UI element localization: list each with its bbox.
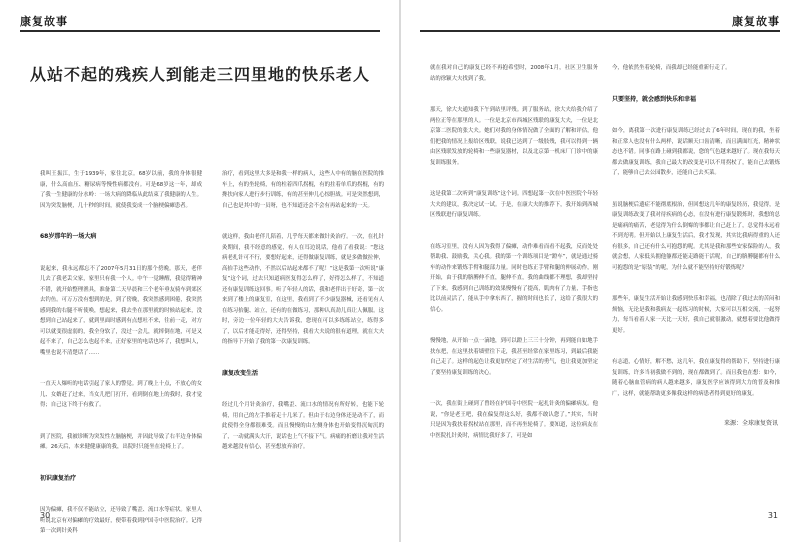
paragraph: 一直天人爆听的电话引起了家人的警觉。到了晚上十点，不放心的女儿、女婿赶了过来，当女儿把门打开，看到倒在地上的我时，我才觉得；自己这下终于有救了。 <box>40 381 202 408</box>
paragraph: 如今，离我第一次进行康复训练已经过去了6年时间，现在的我，坐着和正常人也没有什么两样，说话顺天口齿清晰，而且满面红光，精神状态也不错。同事在路上碰到我都说，您的气色越来越好了。现在我每天都去做康复训练，我自己最大的改变是可以不用拐杖了，能自己去锻炼了，能够自己去公园散步，还能自己去买菜。 <box>612 128 780 176</box>
section-heading: 只要坚持，就会感到快乐和幸福 <box>612 95 697 103</box>
right-header-title: 康复故事 <box>732 15 780 28</box>
paragraph: 因为偏瘫，我不仅不能站立，还导致了嘴歪、流口水等症状。家里人听说北京有对偏瘫的疗效最好，便带着我到护国寺中医院治疗。记得第一次到针灸科 <box>40 507 202 534</box>
paragraph: 治疗，看到这里大多是和我一样的病人，这些人中有的脑在医院的推车上，有的坐轮椅，有的柱着四爪拐棍，有的拄着单爪的拐棍，有的搀扶向家人进行步行训练，有的甚至伸儿心惊胆战。可是突然想到，自己也是其中的一员呀，也不知道还会不会有再站起来的一天。 <box>222 171 384 209</box>
paragraph: 有志道，心情好，解不愁，这几年，我在康复得的帮助下，坚持进行康复训练，许多当初我做不到的，现在都做到了。而且我也在想：如今，随着心脑血管病的病人越来越多，康复医学应该得到大力的普及和推广，这样，就能帮助更多像我这样的病患者得到更好的康复。 <box>612 359 780 397</box>
paragraph: 经过几个月针灸治疗，我嘴歪、流口水的情况有所好转，也能下轮椅，用自己的左手推着走十几米了。但由于右边身体还是动不了，而此使得全身都很难受。而且慢慢的由左侧身体也开始变得沉甸沉的了，一动就满头大汗，说话也上气不接下气。病痛的折磨让我对生活越来越没有信心，甚至想放弃治疗。 <box>222 402 384 450</box>
page-number: 30 <box>40 511 51 520</box>
right-column-2 <box>612 42 780 414</box>
section-heading: 康复改变生活 <box>222 369 259 377</box>
paragraph: 在练习室里，没有人因为我得了偏瘫，动作难看而看不起我，反而处处帮助我、鼓励我，关心我。我的第一个训练项目是“蹬车”，就是通过骑车的动作来锻炼手臂和腿部力量。同时也练正手臂和腿的伸展动作，刚开始，由于我的胳膊伸不直，腿伸不直，我的曲线都不理想，我却坚持了下来。我感到自己训练的效果慢慢有了提高，肌肉有了力量，手指也比以前灵活了，能从手中拿东西了，握的时间也长了，这给了我很大的信心。 <box>430 243 598 313</box>
paragraph: 就这样，我由老伴儿陪着，几乎每天都来做针灸治疗。一次，在扎针灸期间，我不经意的感觉，有人在耳边说话，他看了看我说：“您这病老扎针可不行，要想好起来，还得做康复训练，就是多做做拉伸，高抬手这些动作，不然以后站起来都不了呢！”这是我第一次听说“康复”这个词，过去只知道病医复得怎么样了，好得怎么样了，不知道还有康复训练这回事。听了年轻人的话，我和老伴出于好奇，第一次来到了楼上的康复室，在这里，我看到了不少康复器械，还看见有人在练习抬腿、站立，还有的在做练习，那种认真劲儿真让人佩服。这时，旁边一位年轻的大夫告诉我，您现在可以多练练站立，练得多了，以后才能走得好，还得坚持，我看大夫说的很有道理，就在大夫的指导下开始了我的第一次康复训练。 <box>222 234 384 345</box>
paragraph: 到了医院，我被诊断为突发性左脑脑梗，并因此导致了右半边身体偏瘫。26天后，本来健健康康的我，出院时只能坐在轮椅上了。 <box>40 433 202 450</box>
right-page <box>400 0 800 542</box>
paragraph: 就在我对自己的康复已经不再抱希望时，2008年1月，社区卫生服务站的徐颖大夫找到了我。 <box>430 65 598 82</box>
right-header-rule <box>420 30 780 32</box>
paragraph: 慢慢地，从开始一点一滴地，到可以蹬上三三十分钟，再到能自如地手扶东把，在这里扶着墙壁往下走，我甚至经常在家里练习，到最后我能自己走了。这样的起色让我更加坚定了对生活的勇气，也让我更加坚定了要坚持康复训练的决心。 <box>430 338 598 376</box>
left-header-title: 康复故事 <box>20 15 68 28</box>
paragraph: 那天，徐大夫通知我下午到站里评残。到了服务站，徐大夫给我介绍了两位正等在那里的人。一位是北京市西城区残联的康复大夫，一位是北京第二医院的张大夫。她们对我的身体情况做了全面的了解和评估，他们把我的情况上报给区残联，说我已达到了一级肢残，我可以得到一辆由区残联发放的轮椅和一些康复器材，以及北京第一机床厂门诊中的康复训练服务。 <box>430 107 598 166</box>
section-heading: 初识康复治疗 <box>40 474 77 482</box>
article-title: 从站不起的残疾人到能走三四里地的快乐老人 <box>29 65 370 84</box>
page-number: 31 <box>767 511 778 520</box>
right-column-1 <box>430 42 598 512</box>
left-header-rule <box>20 30 380 32</box>
paragraph: 这是我第二次听到“康复训练”这个词。四想起第一次在中医医院个年轻大夫的建议，我决定试一试。于是，在康大夫的推荐下，我开始到西城区残联进行康复训练。 <box>430 191 598 218</box>
source-credit: 来源：全球康复资讯 <box>723 420 778 427</box>
paragraph: 说起来，我永远都忘不了2007年5月31日的那个傍晚。那天，老伴儿去了我老丢父家，家里只有我一个人。中午一觉睡醒，我觉得精神不错，就开始整理渔具，准备第二天早晨和三个老年垂友骑车到郊区去钓鱼。可万万没有想到的是，到了傍晚，我突然感到困倦，我突然感到我的右腿不听使唤，想起来，我去坐在那里就的时候站起来，没想到自己站起来了，就到里面时感到有点想吐不来，往前一走，对方可以就变很虚弱的，我全身软了，没过一会儿，就摔倒在地，可是又起不来了，自己怎么也起不来，正好家里的电话也坏了，我想叫人，嘴里也说不清楚话了…… <box>40 265 202 356</box>
section-heading: 68岁那年的一场大病 <box>40 233 97 240</box>
paragraph: 我叫王振江，生于1939年，家住北京。68岁以前，我的身体很健康，什么高血压、糖尿病等慢性病都没有。可是68岁这一年，却成了我一生健康的分水岭：一场大病的降临从此结束了我健康的人生。因为突发脑梗，几十秒的时间，就使我变成一个脑梗偏瘫患者。 <box>40 171 202 209</box>
paragraph: 一次，我在街上碰到了曾经在护国寺中医院一起扎针灸的偏瘫病友。他说，“你是老王吧，我在偏复得这么好，我都不敢认您了。”其实，当时只是因为我扶着拐杖站在那里，而不再坐轮椅了。要知道，这位病友在中医院扎针灸时，病情比我好多了，可是如 <box>430 401 598 439</box>
left-column-2 <box>222 148 384 514</box>
left-page <box>0 0 400 542</box>
paragraph: 虽说脑梗后遗症不能彻底根治，但回想这几年的康复经历，我觉得，是康复训练改变了我对待疾病的心态，在没有进行康复锻炼时，我想的总是痛病的痛苦，老觉得为什么倒霉的事都让自己赶上了，总觉得永远看不到光明。但开始以上康复生活后，我才发现，其实比我病得重的人还有很多，自己还有什么可抱怨的呢。尤其是我和那些安家保险的人，我就会想，人家低头拥他躯都还能走路能干活呢，自己的胳膊腿都有什么可抱怨的是“原装”的呢，为什么就不能坚持好好锻炼呢？ <box>612 201 780 271</box>
paragraph: 那些年，康复生活开始让我感到快乐和幸福，也清除了我过去的苦闷和烦恼，无论是我和我病友一起练习的时候，大家可以互相交流，一起努力，每当看着人家一天比一天好，我自己就很激动，就想着要比他做得更好。 <box>612 296 780 334</box>
paragraph: 今，他依然坐着轮椅，而我却已经能重新行走了。 <box>612 65 731 71</box>
